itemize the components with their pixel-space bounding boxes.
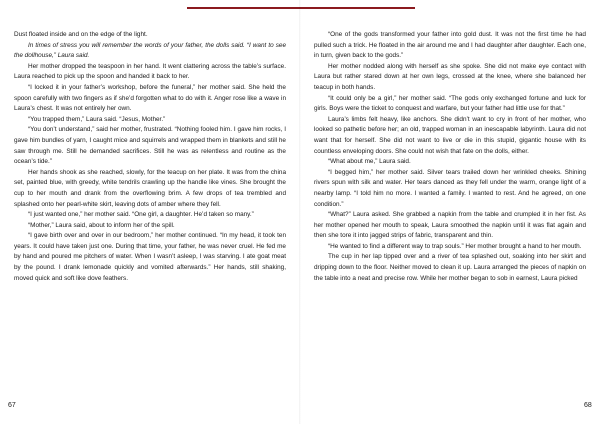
paragraph: “He wanted to find a different way to trap souls.” Her mother brought a hand to her mouth. [328,242,582,250]
paragraph: “I just wanted one,” her mother said. “One girl, a daughter. He’d taken so many.” [28,211,254,219]
page-number-right: 68 [584,402,592,409]
paragraph: “I begged him,” her mother said. Silver tears trailed down her wrinkled cheeks. Shining rivers spun with silk and water. Her tears danced as they fell under the warm, orange light of a nearby lamp. “I told him no more. I wanted a family. I wanted to rest. And he agreed, on one condition.” [314,168,586,208]
paragraph: “You don’t understand,” said her mother, frustrated. “Nothing fooled him. I gave him rocks, I gave him bundles of yarn, I caught mice and squirrels and wrapped them in blankets and still he saw through me. Still he demanded sacrifices. Still he was as relentless and routine as the ocean’s tide.” [14,126,286,166]
paragraph: “I locked it in your father’s workshop, before the funeral,” her mother said. She held the spoon carefully with two fingers as if she’d forgotten what to do with it. Anger rose like a wave in Laura’s chest. It was not entirely her own. [14,83,286,113]
gutter-shadow [299,0,301,424]
header-rule [187,7,415,9]
paragraph: “What?” Laura asked. She grabbed a napkin from the table and crumpled it in her fist. As her mother opened her mouth to speak, Laura smoothed the napkin until it was flat again and then she tore it into jagged strips of fabric, transparent and thin. [314,211,586,240]
paragraph: “What about me,” Laura said. [328,158,411,166]
paragraph: In times of stress you will remember the words of your father, the dolls said. “I want to see the dollhouse,” Laura said. [14,41,286,60]
page-number-left: 67 [8,402,16,409]
paragraph: Her hands shook as she reached, slowly, for the teacup on her plate. It was from the china set, painted blue, with greedy, white tendrils crawling up the handle like vines. She brought the cup to her mouth and drank from the overflowing brim. A few drops of tea trembled and splashed onto her pearl-white skirt, leaving dots of amber where they fell. [14,168,286,208]
right-page [314,30,586,284]
paragraph: Her mother dropped the teaspoon in her hand. It went clattering across the table’s surface. Laura reached to pick up the spoon and handed it back to her. [14,62,286,81]
left-page [14,30,286,284]
paragraph: The cup in her lap tipped over and a river of tea splashed out, soaking into her skirt and dripping down to the floor. Neither moved to clean it up. Laura arranged the pieces of napkin on the table into a neat and precise row. While her mother began to sob in earnest, Laura picked [314,253,586,282]
paragraph: Laura’s limbs felt heavy, like anchors. She didn’t want to cry in front of her mother, who looked so pathetic before her; an old, trapped woman in an inescapable labyrinth. Laura did not want that for herself. She did not want to live or die in this stupid, gigantic house with its countless enveloping doors. She could not wish that fate on the dolls, either. [314,115,586,155]
paragraph: Dust floated inside and on the edge of the light. [14,31,148,38]
paragraph: “I gave birth over and over in our bedroom,” her mother continued. “In my head, it took ten years. It could have taken just one. During that time, your father, he was never cruel. He fed me by hand and poured me pitchers of water. When I wasn’t asleep, I was starving. I ate goat meat by the pound. I drank lemonade quickly and vomited afterwards.” Her hands, still shaking, moved quick and soft like dove feathers. [14,232,286,282]
paragraph: Her mother nodded along with herself as she spoke. She did not make eye contact with Laura but rather stared down at her own legs, crossed at the knee, where she balanced her teacup in both hands. [314,62,586,91]
paragraph: “You trapped them,” Laura said. “Jesus, Mother.” [28,115,166,123]
paragraph: “It could only be a girl,” her mother said. “The gods only exchanged fortune and luck for girls. Boys were the ticket to conquest and warfare, but your father had little use for that.” [314,94,586,113]
paragraph: “One of the gods transformed your father into gold dust. It was not the first time he had pulled such a trick. He floated in the air around me and I had daughter after daughter. Each one, in turn, given back to the gods.” [314,31,586,60]
paragraph: “Mother,” Laura said, about to inform her of the spill. [28,221,175,229]
